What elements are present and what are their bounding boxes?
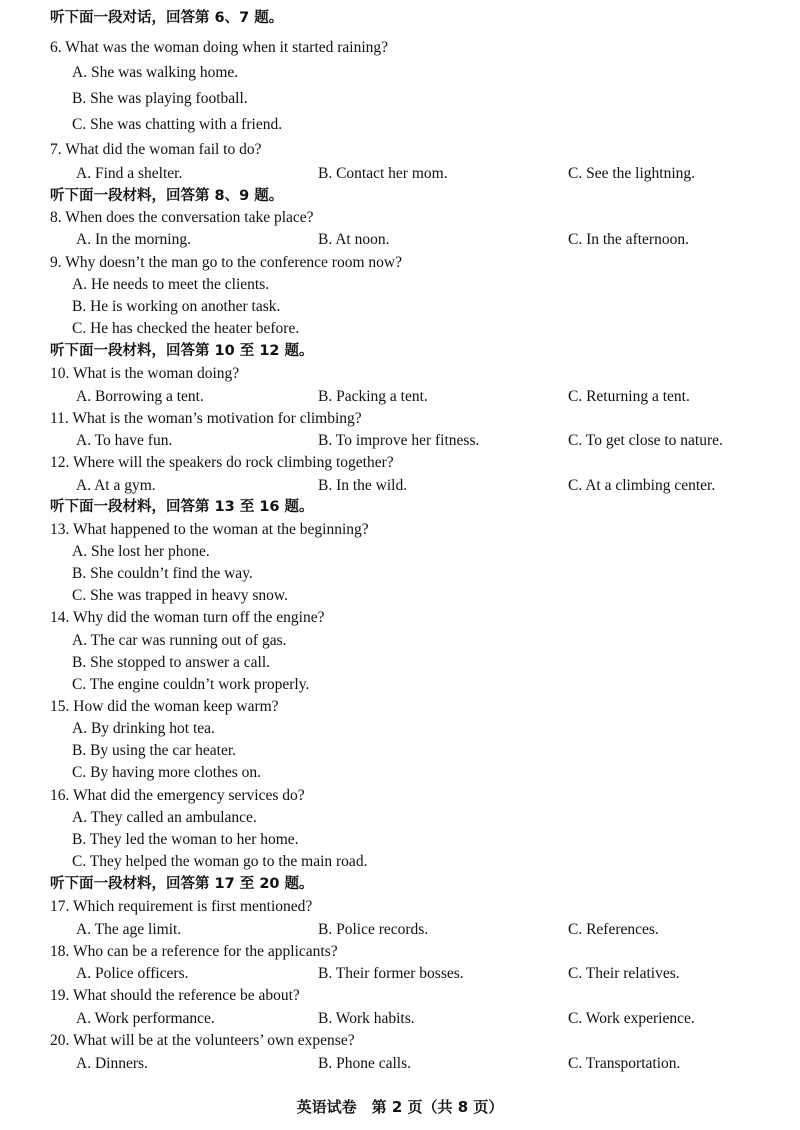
- question-option: B. She couldn’t find the way.: [72, 565, 253, 582]
- option-row: [0, 387, 800, 407]
- question-option: B. Phone calls.: [318, 1055, 411, 1072]
- question-option: A. They called an ambulance.: [72, 809, 257, 826]
- question-stem: 15. How did the woman keep warm?: [50, 698, 279, 715]
- question-option: A. Work performance.: [76, 1010, 215, 1027]
- section-heading: 听下面一段对话，回答第 6、7 题。: [50, 10, 284, 26]
- section-heading: 听下面一段材料，回答第 10 至 12 题。: [50, 343, 314, 359]
- question-stem: 13. What happened to the woman at the beginning?: [50, 521, 369, 538]
- question-option: A. She was walking home.: [72, 64, 239, 81]
- question-option: A. At a gym.: [76, 477, 156, 494]
- question-stem: 10. What is the woman doing?: [50, 365, 240, 382]
- question-option: B. They led the woman to her home.: [72, 831, 299, 848]
- question-stem: 8. When does the conversation take place?: [50, 209, 314, 226]
- question-option: C. Returning a tent.: [568, 388, 690, 405]
- question-option: C. Work experience.: [568, 1010, 695, 1027]
- question-option: A. He needs to meet the clients.: [72, 276, 270, 293]
- question-option: A. To have fun.: [76, 432, 173, 449]
- question-option: B. To improve her fitness.: [318, 432, 480, 449]
- question-stem: 11. What is the woman’s motivation for climbing?: [50, 410, 362, 427]
- question-option: C. By having more clothes on.: [72, 764, 261, 781]
- question-option: C. He has checked the heater before.: [72, 320, 300, 337]
- option-row: [0, 1009, 800, 1029]
- question-option: B. Contact her mom.: [318, 165, 448, 182]
- question-stem: 12. Where will the speakers do rock climbing together?: [50, 454, 394, 471]
- option-row: [0, 1054, 800, 1074]
- option-row: [0, 476, 800, 496]
- question-option: B. Police records.: [318, 921, 429, 938]
- question-option: C. Their relatives.: [568, 965, 680, 982]
- question-stem: 20. What will be at the volunteers’ own expense?: [50, 1032, 355, 1049]
- question-option: A. In the morning.: [76, 231, 191, 248]
- question-option: B. Packing a tent.: [318, 388, 428, 405]
- question-option: B. By using the car heater.: [72, 742, 236, 759]
- question-option: C. In the afternoon.: [568, 231, 689, 248]
- question-option: C. Transportation.: [568, 1055, 681, 1072]
- question-option: C. She was chatting with a friend.: [72, 116, 283, 133]
- question-option: A. The car was running out of gas.: [72, 632, 287, 649]
- option-row: [0, 230, 800, 250]
- question-stem: 18. Who can be a reference for the applicants?: [50, 943, 338, 960]
- question-stem: 16. What did the emergency services do?: [50, 787, 305, 804]
- question-option: A. Dinners.: [76, 1055, 148, 1072]
- question-option: A. Find a shelter.: [76, 165, 183, 182]
- question-stem: 9. Why doesn’t the man go to the conference room now?: [50, 254, 402, 271]
- question-stem: 17. Which requirement is first mentioned?: [50, 898, 313, 915]
- question-option: C. References.: [568, 921, 659, 938]
- question-stem: 14. Why did the woman turn off the engine?: [50, 609, 325, 626]
- question-option: B. She was playing football.: [72, 90, 248, 107]
- question-option: B. At noon.: [318, 231, 390, 248]
- question-option: B. Their former bosses.: [318, 965, 464, 982]
- option-row: [0, 964, 800, 984]
- question-option: A. Borrowing a tent.: [76, 388, 204, 405]
- page-footer: 英语试卷 第 2 页（共 8 页）: [296, 1098, 504, 1116]
- section-heading: 听下面一段材料，回答第 8、9 题。: [50, 188, 284, 204]
- question-option: B. She stopped to answer a call.: [72, 654, 271, 671]
- question-option: A. The age limit.: [76, 921, 182, 938]
- question-stem: 19. What should the reference be about?: [50, 987, 300, 1004]
- question-option: A. Police officers.: [76, 965, 189, 982]
- question-option: C. They helped the woman go to the main road.: [72, 853, 368, 870]
- question-option: A. She lost her phone.: [72, 543, 210, 560]
- section-heading: 听下面一段材料，回答第 17 至 20 题。: [50, 876, 314, 892]
- question-option: A. By drinking hot tea.: [72, 720, 215, 737]
- question-option: C. She was trapped in heavy snow.: [72, 587, 288, 604]
- question-option: C. To get close to nature.: [568, 432, 723, 449]
- question-stem: 7. What did the woman fail to do?: [50, 141, 262, 158]
- option-row: [0, 164, 800, 184]
- question-option: C. At a climbing center.: [568, 477, 716, 494]
- question-option: C. See the lightning.: [568, 165, 696, 182]
- question-stem: 6. What was the woman doing when it started raining?: [50, 39, 389, 56]
- question-option: C. The engine couldn’t work properly.: [72, 676, 310, 693]
- question-option: B. In the wild.: [318, 477, 408, 494]
- section-heading: 听下面一段材料，回答第 13 至 16 题。: [50, 499, 314, 515]
- question-option: B. Work habits.: [318, 1010, 415, 1027]
- question-option: B. He is working on another task.: [72, 298, 281, 315]
- option-row: [0, 920, 800, 940]
- option-row: [0, 431, 800, 451]
